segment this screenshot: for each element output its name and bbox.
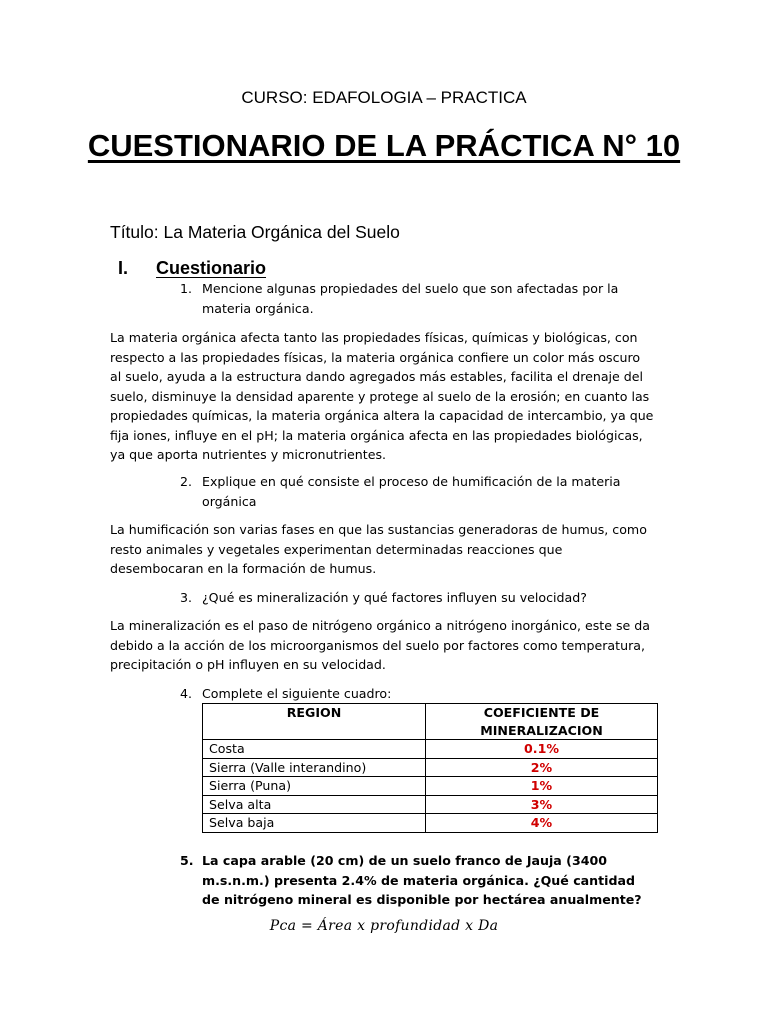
column-header-region: REGION xyxy=(203,704,426,740)
region-cell: Selva baja xyxy=(203,814,426,833)
coefficient-cell: 4% xyxy=(426,814,658,833)
region-cell: Sierra (Valle interandino) xyxy=(203,758,426,777)
answer-1: La materia orgánica afecta tanto las propiedades físicas, químicas y biológicas, con respecto a las propiedades físicas, la materia orgánica confiere un color más oscuro al suelo, ayuda a la estructura dando agregados más estables, facilita el drenaje del suelo, disminuye la densidad aparente y protege al suelo de la erosión; en cuanto las propiedades químicas, la materia orgánica altera la capacidad de intercambio, ya que fija iones, influye en el pH; la materia orgánica afecta en las propiedades biológicas, ya que aporta nutrientes y micronutrientes. xyxy=(110,330,654,462)
column-header-coefficient: COEFICIENTE DE MINERALIZACION xyxy=(426,704,658,740)
table-row xyxy=(203,795,658,814)
coefficient-cell: 1% xyxy=(426,777,658,796)
region-cell: Costa xyxy=(203,740,426,759)
question-5 xyxy=(180,851,650,910)
question-3 xyxy=(180,588,650,608)
mineralization-table xyxy=(202,703,658,833)
answer-2: La humificación son varias fases en que las sustancias generadoras de humus, como resto animales y vegetales experimentan determinadas reacciones que desembocaran en la formación de humus. xyxy=(110,522,647,576)
question-number: 2. xyxy=(180,474,193,489)
coefficient-cell: 3% xyxy=(426,795,658,814)
table-header-row xyxy=(203,704,658,740)
course-header: CURSO: EDAFOLOGIA – PRACTICA xyxy=(241,88,527,107)
formula: Pca = Área x profundidad x Da xyxy=(269,918,499,934)
section-number: I. xyxy=(118,258,129,278)
question-number: 4. xyxy=(180,686,193,701)
table-row xyxy=(203,758,658,777)
question-number: 3. xyxy=(180,590,193,605)
question-text: Mencione algunas propiedades del suelo que son afectadas por la materia orgánica. xyxy=(202,281,619,316)
question-text: Explique en qué consiste el proceso de humificación de la materia orgánica xyxy=(202,474,621,509)
question-text: La capa arable (20 cm) de un suelo franco de Jauja (3400 m.s.n.m.) presenta 2.4% de materia orgánica. ¿Qué cantidad de nitrógeno mineral es disponible por hectárea anualmente? xyxy=(202,853,642,907)
section-heading xyxy=(118,258,266,279)
table-row xyxy=(203,814,658,833)
question-2 xyxy=(180,472,650,511)
answer-3: La mineralización es el paso de nitrógeno orgánico a nitrógeno inorgánico, este se da debido a la acción de los microorganismos del suelo por factores como temperatura, precipitación o pH influyen en su velocidad. xyxy=(110,618,650,672)
table-row xyxy=(203,740,658,759)
page-title: CUESTIONARIO DE LA PRÁCTICA N° 10 xyxy=(87,128,681,163)
question-number: 5. xyxy=(180,853,194,868)
section-label: Cuestionario xyxy=(156,258,267,278)
question-1 xyxy=(180,279,650,318)
region-cell: Selva alta xyxy=(203,795,426,814)
question-number: 1. xyxy=(180,281,193,296)
coefficient-cell: 0.1% xyxy=(426,740,658,759)
coefficient-cell: 2% xyxy=(426,758,658,777)
question-text: ¿Qué es mineralización y qué factores influyen su velocidad? xyxy=(202,590,587,605)
table-row xyxy=(203,777,658,796)
region-cell: Sierra (Puna) xyxy=(203,777,426,796)
question-text: Complete el siguiente cuadro: xyxy=(202,686,392,701)
question-4 xyxy=(180,684,650,704)
document-subtitle: Título: La Materia Orgánica del Suelo xyxy=(110,222,400,242)
